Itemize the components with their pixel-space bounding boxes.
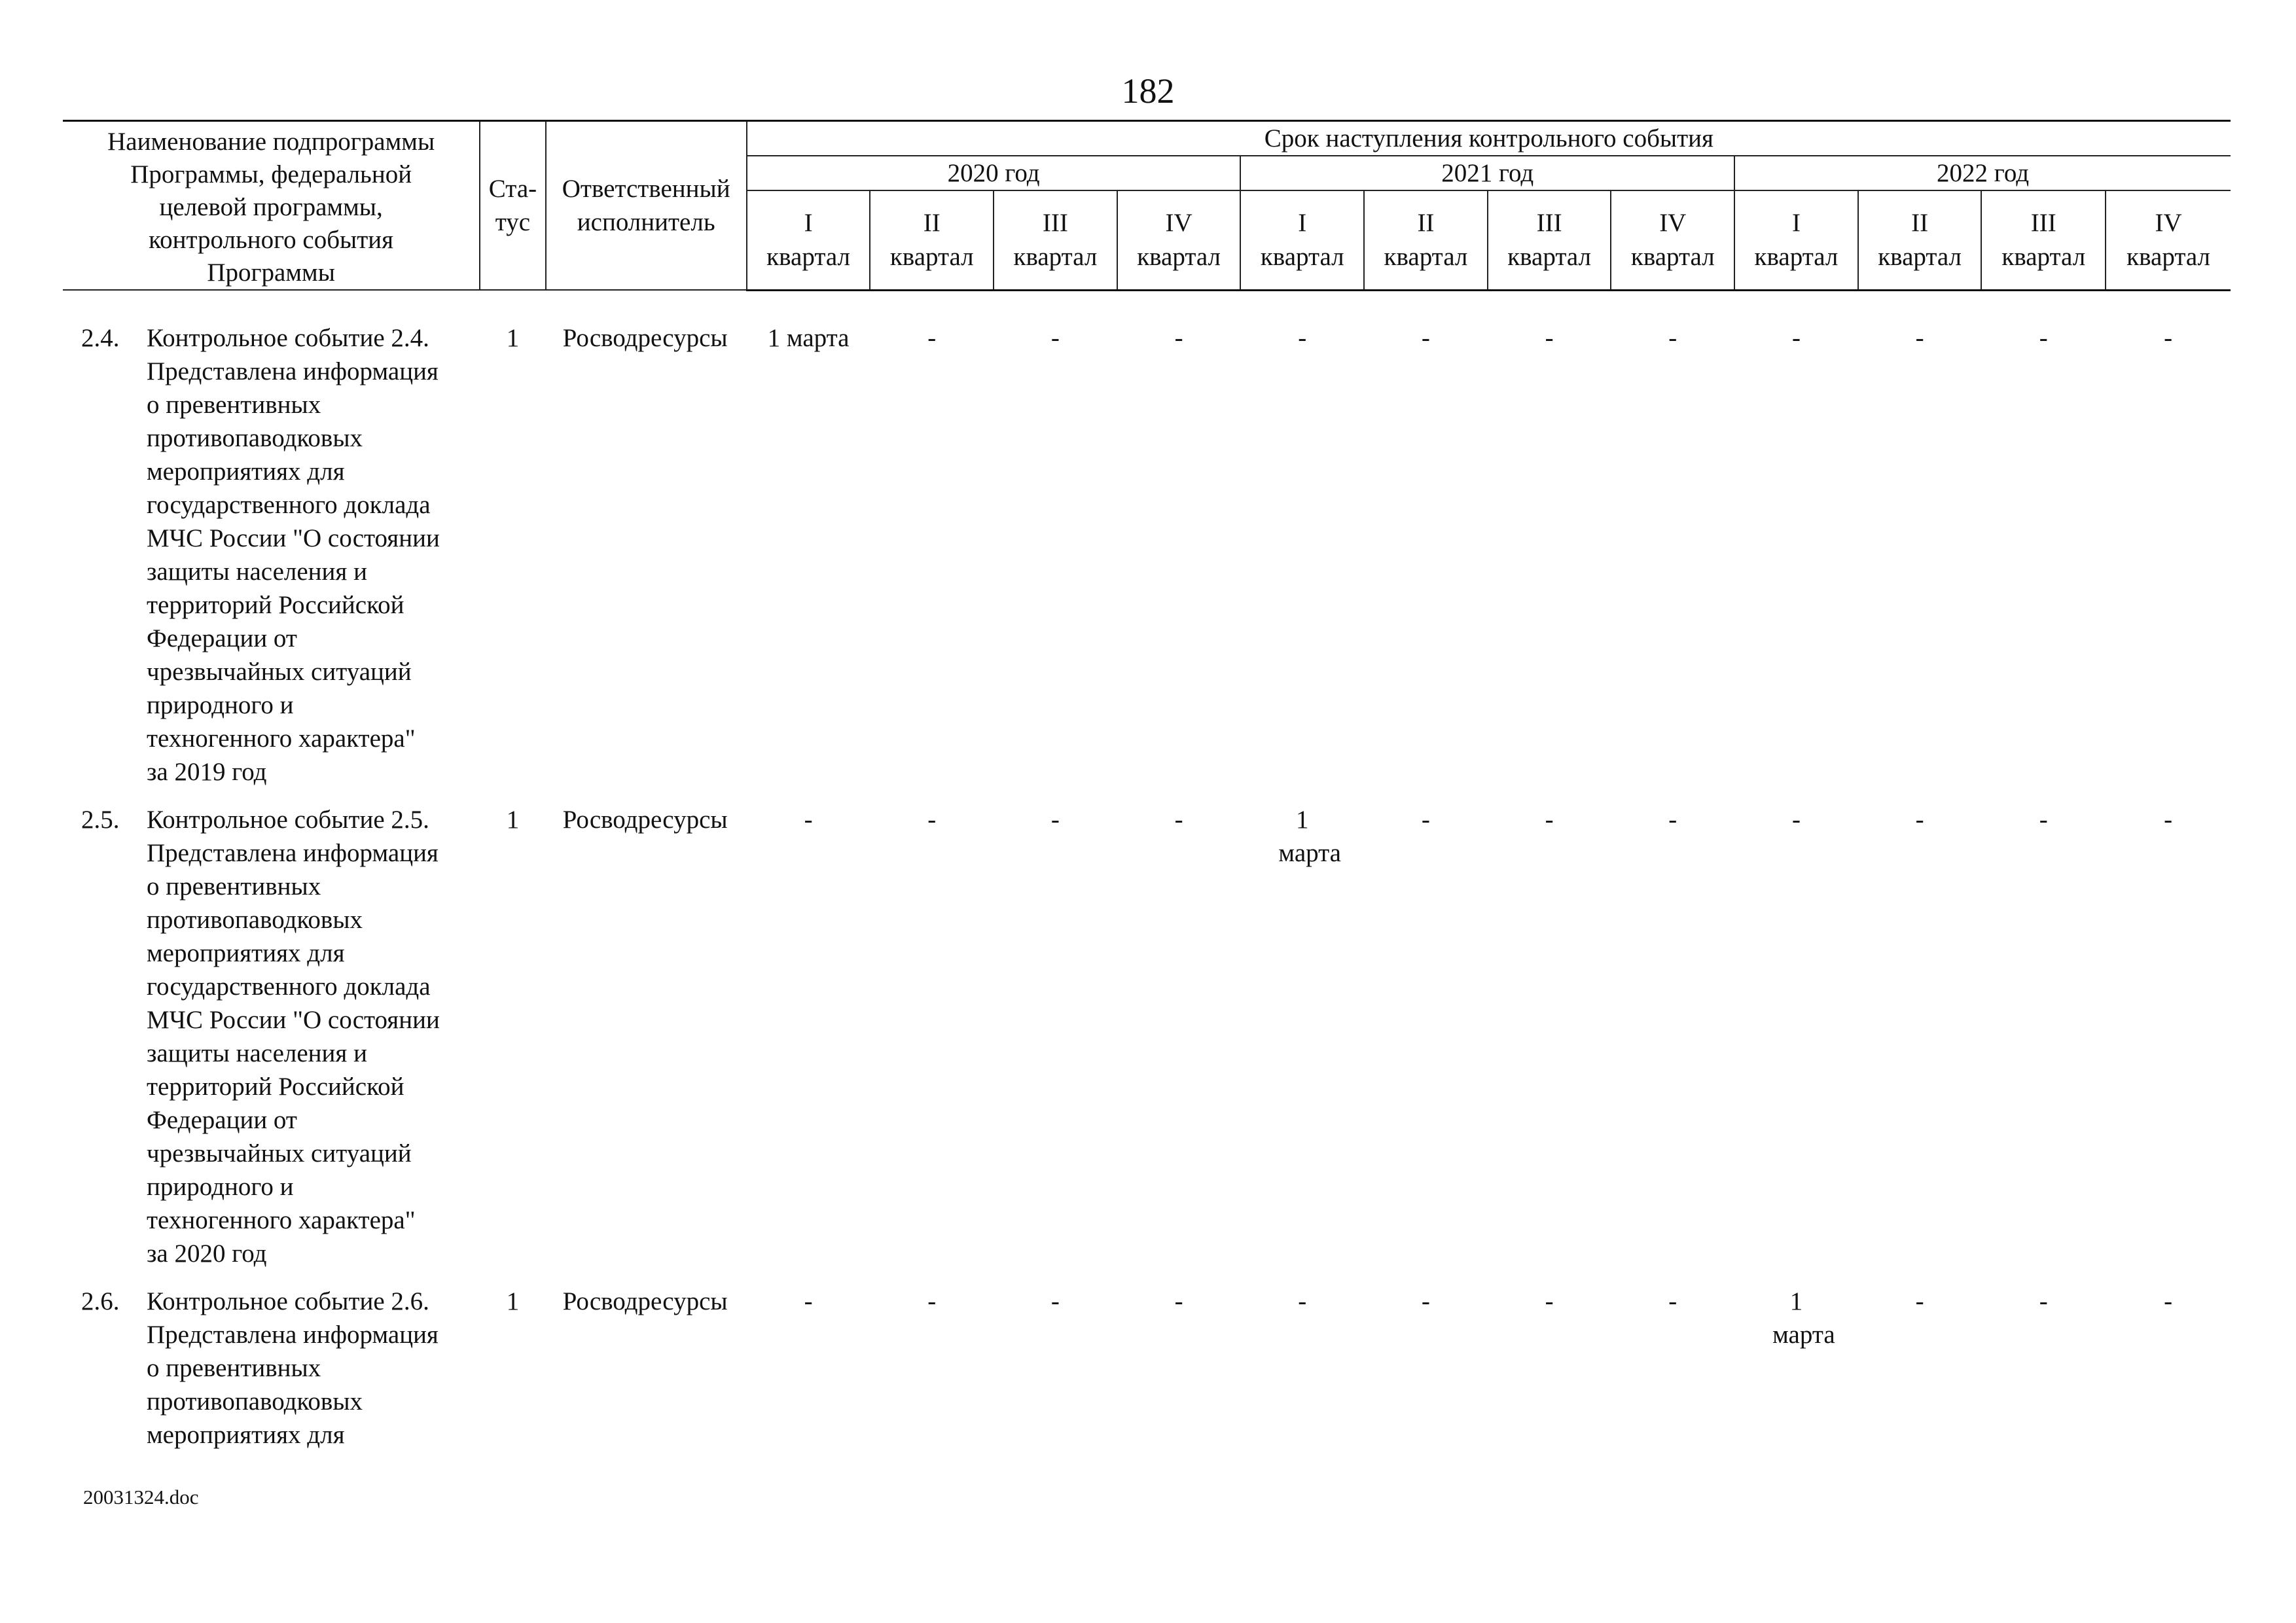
event-title xyxy=(147,321,440,789)
deadline-cell-q10: - xyxy=(1915,323,1924,352)
quarter-numeral: IV xyxy=(1165,208,1193,237)
quarter-numeral: I xyxy=(804,208,813,237)
event-title-line: Федерации от xyxy=(147,1105,297,1134)
event-title-line: чрезвычайных ситуаций xyxy=(147,1139,412,1168)
quarter-word: квартал xyxy=(1878,242,1962,271)
header-quarter-8 xyxy=(1611,190,1734,290)
event-title-line: за 2020 год xyxy=(147,1239,267,1268)
table-row xyxy=(63,1285,2231,1466)
quarter-word: квартал xyxy=(1260,242,1344,271)
table-row xyxy=(63,803,2231,1285)
quarter-numeral: I xyxy=(1791,208,1801,237)
footer-file-name: 20031324.doc xyxy=(83,1486,199,1508)
header-name-line: Программы, федеральной xyxy=(130,160,412,188)
header-year-2021: 2021 год xyxy=(1240,156,1734,190)
quarter-numeral: III xyxy=(2030,208,2056,237)
deadline-cell-q7: - xyxy=(1545,323,1554,352)
deadline-cell-q1: - xyxy=(804,1287,813,1315)
event-status: 1 xyxy=(506,1287,520,1315)
quarter-numeral: II xyxy=(923,208,941,237)
event-title-line: противопаводковых xyxy=(147,905,363,934)
header-year-2022: 2022 год xyxy=(1734,156,2231,190)
event-title-line: природного и xyxy=(147,1172,294,1201)
event-title-line: территорий Российской xyxy=(147,590,404,619)
header-status-column xyxy=(480,121,545,291)
event-title-line: техногенного характера" xyxy=(147,724,416,753)
event-title-line: за 2019 год xyxy=(147,757,267,786)
deadline-cell-q1: 1 марта xyxy=(767,323,850,352)
deadline-cell-q2: - xyxy=(927,1287,937,1315)
header-name-column xyxy=(63,121,480,291)
event-title-line: чрезвычайных ситуаций xyxy=(147,657,412,686)
event-name-wrap xyxy=(63,1285,480,1452)
table-body xyxy=(63,290,2231,1466)
header-quarter-6 xyxy=(1364,190,1488,290)
header-year-2020: 2020 год xyxy=(747,156,1241,190)
event-name-wrap xyxy=(63,803,480,1270)
table-header xyxy=(63,121,2231,291)
header-executor-column xyxy=(546,121,747,291)
table-row xyxy=(63,321,2231,803)
event-title-line: Контрольное событие 2.6. xyxy=(147,1287,429,1315)
quarter-numeral: IV xyxy=(1659,208,1687,237)
event-title-line: Контрольное событие 2.5. xyxy=(147,805,429,834)
event-title-line: природного и xyxy=(147,690,294,719)
quarter-word: квартал xyxy=(889,242,974,271)
deadline-cell-q10: - xyxy=(1915,1287,1924,1315)
deadline-cell-q8: - xyxy=(1668,1287,1677,1315)
deadline-cell-q11: - xyxy=(2039,1287,2048,1315)
event-title-line: мероприятиях для xyxy=(147,938,345,967)
header-name-line: Программы xyxy=(207,259,335,287)
event-title-line: противопаводковых xyxy=(147,423,363,452)
header-quarter-5 xyxy=(1240,190,1364,290)
event-name-cell xyxy=(63,1285,480,1466)
event-title-line: мероприятиях для xyxy=(147,1420,345,1449)
event-title xyxy=(147,803,440,1270)
quarter-word: квартал xyxy=(766,242,850,271)
header-name-line: целевой программы, xyxy=(159,193,383,221)
event-title-line: государственного доклада xyxy=(147,490,431,519)
control-events-table xyxy=(63,120,2231,1466)
quarter-numeral: III xyxy=(1536,208,1562,237)
event-title-line: о превентивных xyxy=(147,1353,321,1382)
deadline-cell-q12: - xyxy=(2164,323,2173,352)
quarter-word: квартал xyxy=(1013,242,1098,271)
deadline-cell-q12: - xyxy=(2164,1287,2173,1315)
header-deadline: Срок наступления контрольного события xyxy=(747,121,2231,156)
event-name-cell xyxy=(63,321,480,803)
header-executor-line: Ответственный xyxy=(562,175,730,203)
event-title-line: Контрольное событие 2.4. xyxy=(147,323,429,352)
event-title-line: Представлена информация xyxy=(147,838,439,867)
deadline-cell-q1: - xyxy=(804,805,813,834)
event-executor: Росводресурсы xyxy=(562,805,728,834)
quarter-word: квартал xyxy=(2001,242,2086,271)
header-name-line: контрольного события xyxy=(149,226,394,254)
header-quarter-7 xyxy=(1488,190,1611,290)
quarter-word: квартал xyxy=(1754,242,1839,271)
event-name-wrap xyxy=(63,321,480,789)
header-quarter-11 xyxy=(1981,190,2106,290)
event-title-line: мероприятиях для xyxy=(147,457,345,486)
quarter-word: квартал xyxy=(1384,242,1468,271)
quarter-word: квартал xyxy=(1507,242,1591,271)
header-quarter-4 xyxy=(1117,190,1241,290)
deadline-cell-q7: - xyxy=(1545,1287,1554,1315)
event-executor: Росводресурсы xyxy=(562,1287,728,1315)
deadline-cell-q6: - xyxy=(1421,1287,1430,1315)
deadline-cell-q2: - xyxy=(927,805,937,834)
event-title-line: о превентивных xyxy=(147,390,321,419)
page-number: 182 xyxy=(1121,71,1175,111)
header-name-line: Наименование подпрограммы xyxy=(107,128,435,156)
event-title-line: техногенного характера" xyxy=(147,1205,416,1234)
event-title-line: Представлена информация xyxy=(147,357,439,385)
deadline-cell-q12: - xyxy=(2164,805,2173,834)
event-number: 2.4. xyxy=(81,323,120,352)
deadline-cell-q3: - xyxy=(1050,323,1060,352)
deadline-cell-q8: - xyxy=(1668,805,1677,834)
quarter-word: квартал xyxy=(2126,242,2210,271)
event-executor: Росводресурсы xyxy=(562,323,728,352)
event-title-line: МЧС России "О состоянии xyxy=(147,524,440,552)
event-name-cell xyxy=(63,803,480,1285)
header-executor-line: исполнитель xyxy=(577,208,715,236)
event-number: 2.5. xyxy=(81,805,120,834)
header-quarter-2 xyxy=(870,190,994,290)
event-title-line: противопаводковых xyxy=(147,1387,363,1416)
event-status: 1 xyxy=(506,323,520,352)
deadline-cell-q6: - xyxy=(1421,805,1430,834)
header-quarter-9 xyxy=(1734,190,1858,290)
quarter-word: квартал xyxy=(1137,242,1221,271)
event-title-line: защиты населения и xyxy=(147,557,367,586)
event-status: 1 xyxy=(506,805,520,834)
event-title-line: государственного доклада xyxy=(147,972,431,1001)
deadline-cell-q9: - xyxy=(1791,805,1801,834)
event-title-line: Представлена информация xyxy=(147,1320,439,1349)
event-title-line: территорий Российской xyxy=(147,1072,404,1101)
deadline-cell-q9: - xyxy=(1791,323,1801,352)
deadline-cell-q5: - xyxy=(1298,1287,1307,1315)
header-quarter-1 xyxy=(747,190,870,290)
deadline-cell-q5: - xyxy=(1298,323,1307,352)
deadline-cell-q5: 1 марта xyxy=(1278,805,1341,867)
event-title-line: МЧС России "О состоянии xyxy=(147,1005,440,1034)
deadline-cell-q4: - xyxy=(1174,805,1183,834)
deadline-cell-q3: - xyxy=(1050,1287,1060,1315)
quarter-numeral: II xyxy=(1911,208,1929,237)
deadline-cell-q9: 1 марта xyxy=(1772,1287,1835,1349)
header-quarter-10 xyxy=(1858,190,1982,290)
deadline-cell-q6: - xyxy=(1421,323,1430,352)
quarter-numeral: III xyxy=(1042,208,1068,237)
deadline-cell-q10: - xyxy=(1915,805,1924,834)
event-title-line: Федерации от xyxy=(147,624,297,652)
event-title-line: защиты населения и xyxy=(147,1039,367,1067)
control-events-table-wrap xyxy=(63,120,2231,1466)
deadline-cell-q3: - xyxy=(1050,805,1060,834)
deadline-cell-q11: - xyxy=(2039,323,2048,352)
event-title xyxy=(147,1285,439,1452)
spacer-row xyxy=(63,290,2231,321)
header-status-line: Ста- xyxy=(488,175,537,203)
deadline-cell-q11: - xyxy=(2039,805,2048,834)
deadline-cell-q4: - xyxy=(1174,323,1183,352)
event-title-line: о превентивных xyxy=(147,872,321,901)
deadline-cell-q4: - xyxy=(1174,1287,1183,1315)
quarter-numeral: I xyxy=(1298,208,1307,237)
deadline-cell-q7: - xyxy=(1545,805,1554,834)
spacer-cell xyxy=(63,290,2231,321)
event-number: 2.6. xyxy=(81,1287,120,1315)
header-status-line: тус xyxy=(495,208,531,236)
header-quarter-3 xyxy=(994,190,1117,290)
quarter-numeral: IV xyxy=(2155,208,2182,237)
deadline-cell-q2: - xyxy=(927,323,937,352)
quarter-word: квартал xyxy=(1630,242,1715,271)
deadline-cell-q8: - xyxy=(1668,323,1677,352)
quarter-numeral: II xyxy=(1417,208,1435,237)
header-quarter-12 xyxy=(2106,190,2231,290)
